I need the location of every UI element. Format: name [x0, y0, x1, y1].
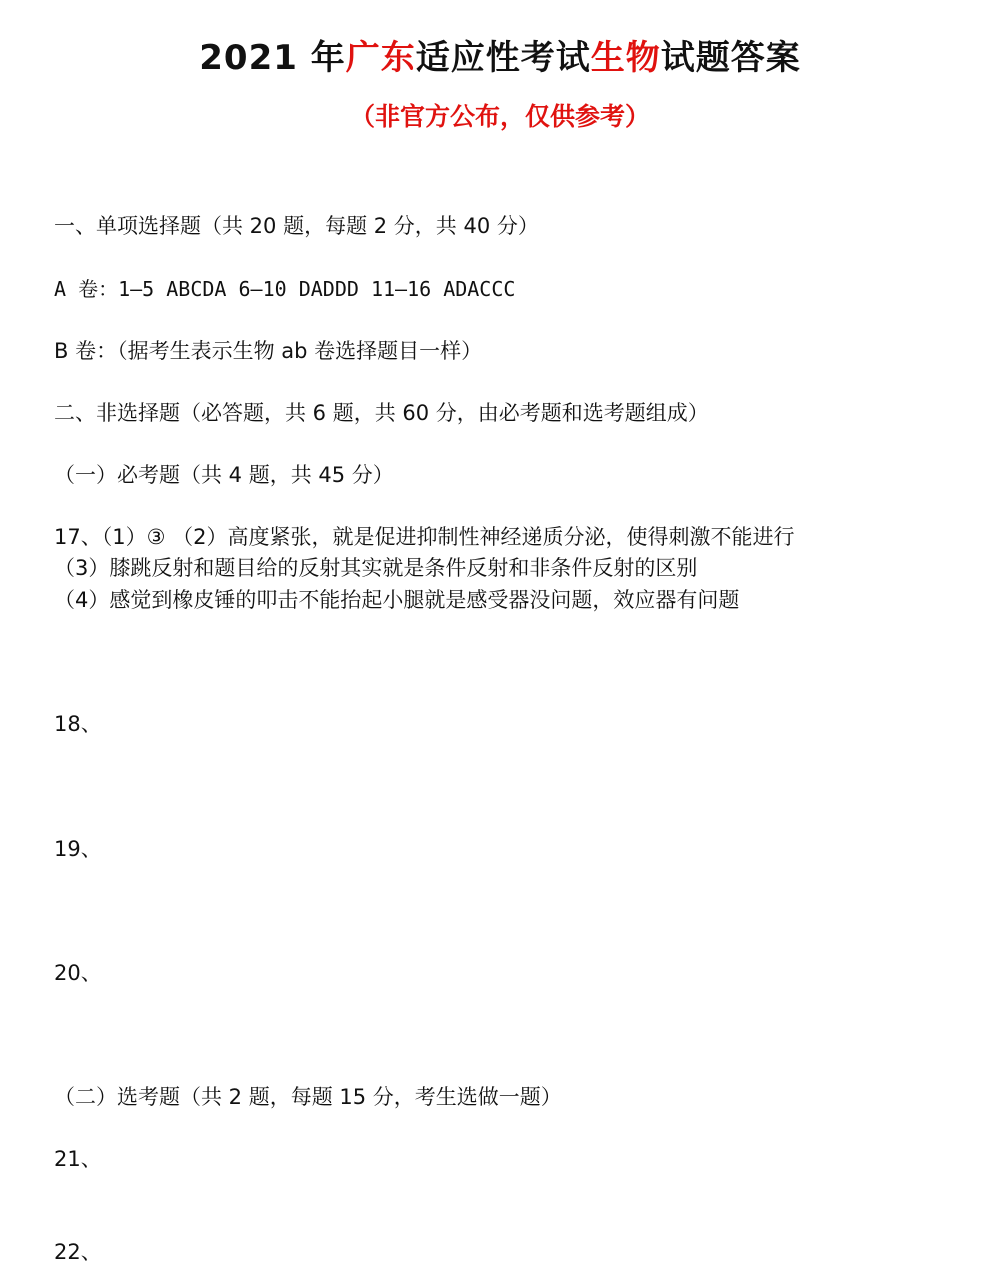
- title-subject: 生物: [590, 38, 661, 78]
- q18-label: 18、: [54, 712, 102, 736]
- page-title: [0, 30, 1000, 79]
- section1-heading: 一、单项选择题（共 20 题，每题 2 分，共 40 分）: [54, 214, 539, 238]
- title-province: 广东: [345, 38, 416, 78]
- q17-line2: （3）膝跳反射和题目给的反射其实就是条件反射和非条件反射的区别: [54, 556, 698, 580]
- q19-label: 19、: [54, 837, 102, 861]
- page-subtitle: （非官方公布，仅供参考）: [349, 102, 650, 131]
- title-year: 2021 年: [199, 38, 346, 78]
- q17-line1: 17、（1）③ （2）高度紧张，就是促进抑制性神经递质分泌，使得刺激不能进行: [54, 525, 795, 549]
- section2-heading: 二、非选择题（必答题，共 6 题，共 60 分，由必考题和选考题组成）: [54, 401, 709, 425]
- q21-label: 21、: [54, 1147, 102, 1171]
- title-answers: 试题答案: [660, 38, 801, 78]
- q20-label: 20、: [54, 961, 102, 985]
- required-heading: （一）必考题（共 4 题，共 45 分）: [54, 463, 394, 487]
- paper-a-text: A 卷：1—5 ABCDA 6—10 DADDD 11—16 ADACCC: [54, 277, 516, 301]
- elective-heading: （二）选考题（共 2 题，每题 15 分，考生选做一题）: [54, 1085, 562, 1109]
- q17-line3: （4）感觉到橡皮锤的叩击不能抬起小腿就是感受器没问题，效应器有问题: [54, 588, 740, 612]
- paper-a-answers: [54, 273, 515, 302]
- paper-b-note: B 卷：（据考生表示生物 ab 卷选择题目一样）: [54, 339, 483, 363]
- q22-label: 22、: [54, 1240, 102, 1264]
- title-exam: 适应性考试: [415, 38, 591, 78]
